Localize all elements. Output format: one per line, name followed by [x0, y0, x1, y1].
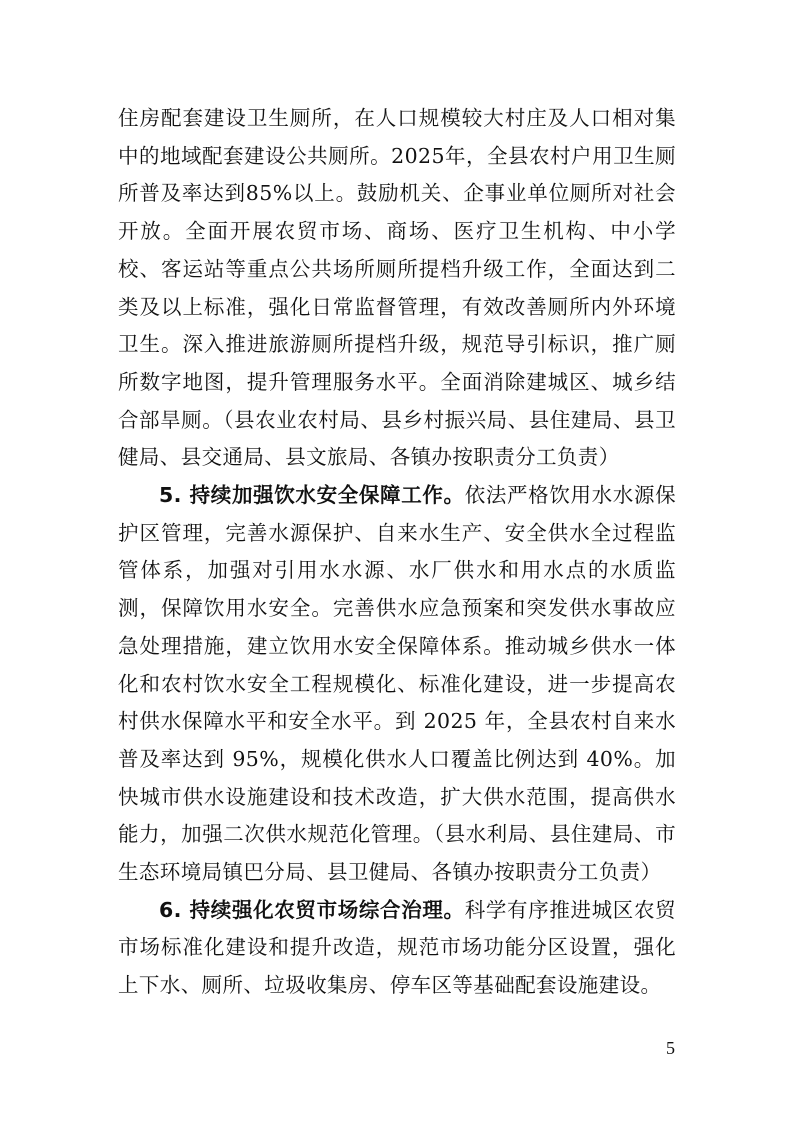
paragraph-text: 住房配套建设卫生厕所，在人口规模较大村庄及人口相对集中的地域配套建设公共厕所。2025年，全县农村户用卫生厕所普及率达到85%以上。鼓励机关、企事业单位厕所对社会开放。全面开展农贸市场、商场、医疗卫生机构、中小学校、客运站等重点公共场所厕所提档升级工作，全面达到二类及以上标准，强化日常监督管理，有效改善厕所内外环境卫生。深入推进旅游厕所提档升级，规范导引标识，推广厕所数字地图，提升管理服务水平。全面消除建城区、城乡结合部旱厕。（县农业农村局、县乡村振兴局、县住建局、县卫健局、县交通局、县文旅局、各镇办按职责分工负责） [118, 106, 676, 470]
page-number: 5 [666, 1038, 675, 1058]
section-heading-water-safety: 5. 持续加强饮水安全保障工作。 [159, 483, 465, 508]
paragraph-market-governance [118, 892, 676, 1005]
paragraph-toilet-construction [118, 100, 676, 477]
paragraph-water-safety [118, 477, 676, 892]
paragraph-text: 科学有序推进城区农贸市场标准化建设和提升改造，规范市场功能分区设置，强化上下水、厕所、垃圾收集房、停车区等基础配套设施建设。 [118, 897, 676, 998]
section-heading-market-governance: 6. 持续强化农贸市场综合治理。 [159, 897, 465, 922]
paragraph-text: 依法严格饮用水水源保护区管理，完善水源保护、自来水生产、安全供水全过程监管体系，加强对引用水水源、水厂供水和用水点的水质监测，保障饮用水安全。完善供水应急预案和突发供水事故应急处理措施，建立饮用水安全保障体系。推动城乡供水一体化和农村饮水安全工程规模化、标准化建设，进一步提高农村供水保障水平和安全水平。到 2025 年，全县农村自来水普及率达到 95%，规模化供水人口覆盖比例达到 40%。加快城市供水设施建设和技术改造，扩大供水范围，提高供水能力，加强二次供水规范化管理。（县水利局、县住建局、市生态环境局镇巴分局、县卫健局、各镇办按职责分工负责） [118, 483, 676, 885]
document-body [118, 100, 676, 1005]
